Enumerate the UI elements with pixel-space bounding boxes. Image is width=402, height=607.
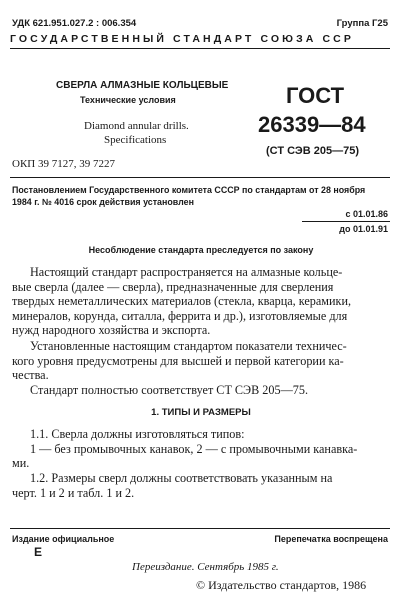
paragraph-scope xyxy=(12,265,388,338)
reissue-note: Переиздание. Сентябрь 1985 г. xyxy=(132,561,279,573)
date-to: до 01.01.91 xyxy=(339,224,388,234)
decree-line1: Постановлением Государственного комитета СССР по стандартам от 28 ноября xyxy=(12,185,366,195)
footer-divider xyxy=(10,528,390,529)
law-warning: Несоблюдение стандарта преследуется по закону xyxy=(88,245,314,255)
paragraph-line: кого уровня предусмотрены для высшей и первой категории ка- xyxy=(12,353,344,368)
clause-1-1 xyxy=(12,427,388,471)
gost-number: 26339—84 xyxy=(258,112,366,137)
header-divider xyxy=(10,48,390,49)
paragraph-line: черт. 1 и 2 и табл. 1 и 2. xyxy=(12,485,135,500)
paragraph-line: 1.2. Размеры сверл должны соответствовать указанным на xyxy=(30,471,333,485)
paragraph-line: Настоящий стандарт распространяется на алмазные кольце- xyxy=(30,265,343,279)
standard-line: ГОСУДАРСТВЕННЫЙ СТАНДАРТ СОЮЗА ССР xyxy=(10,33,354,45)
paragraph-line: минералов, корунда, ситалла, феррита и др.), изготовляемые для xyxy=(12,308,348,323)
ru-subtitle: Технические условия xyxy=(80,95,176,105)
title-divider xyxy=(10,177,390,178)
paragraph-line: нужд народного хозяйства и экспорта. xyxy=(12,323,211,338)
paragraph-line: 1.1. Сверла должны изготовляться типов: xyxy=(30,427,245,441)
paragraph-line: Стандарт полностью соответствует СТ СЭВ 205—75. xyxy=(30,383,308,397)
official-edition: Издание официальное xyxy=(12,534,115,544)
paragraph-quality xyxy=(12,339,388,383)
date-from: с 01.01.86 xyxy=(345,209,388,219)
paragraph-line: чества. xyxy=(12,368,49,383)
paragraph-line: ми. xyxy=(12,456,30,471)
okp-code: ОКП 39 7127, 39 7227 xyxy=(12,158,115,170)
ru-title: СВЕРЛА АЛМАЗНЫЕ КОЛЬЦЕВЫЕ xyxy=(56,80,229,91)
paragraph-line: вые сверла (далее — сверла), предназначенные для сверления xyxy=(12,279,334,294)
st-sev-reference: (СТ СЭВ 205—75) xyxy=(266,145,359,157)
udk-code: УДК 621.951.027.2 : 006.354 xyxy=(12,18,137,29)
copyright: © Издательство стандартов, 1986 xyxy=(196,578,367,592)
en-title-line1: Diamond annular drills. xyxy=(84,120,189,132)
section-heading: 1. ТИПЫ И РАЗМЕРЫ xyxy=(151,407,251,418)
en-title-line2: Specifications xyxy=(104,134,167,146)
clause-1-2 xyxy=(12,471,388,500)
paragraph-line: твердых неметаллических материалов (стекла, кварца, керамики, xyxy=(12,294,352,309)
edition-letter: Е xyxy=(34,545,43,559)
paragraph-line: 1 — без промывочных канавок, 2 — с промывочными канавка- xyxy=(30,441,358,456)
paragraph-compliance xyxy=(12,383,388,398)
gost-label: ГОСТ xyxy=(286,83,345,108)
paragraph-line: Установленные настоящим стандартом показатели техничес- xyxy=(30,339,347,353)
group-code: Группа Г25 xyxy=(336,18,388,29)
reprint-ban: Перепечатка воспрещена xyxy=(274,534,388,544)
decree-line2: 1984 г. № 4016 срок действия установлен xyxy=(12,197,194,207)
date-divider xyxy=(302,221,390,222)
